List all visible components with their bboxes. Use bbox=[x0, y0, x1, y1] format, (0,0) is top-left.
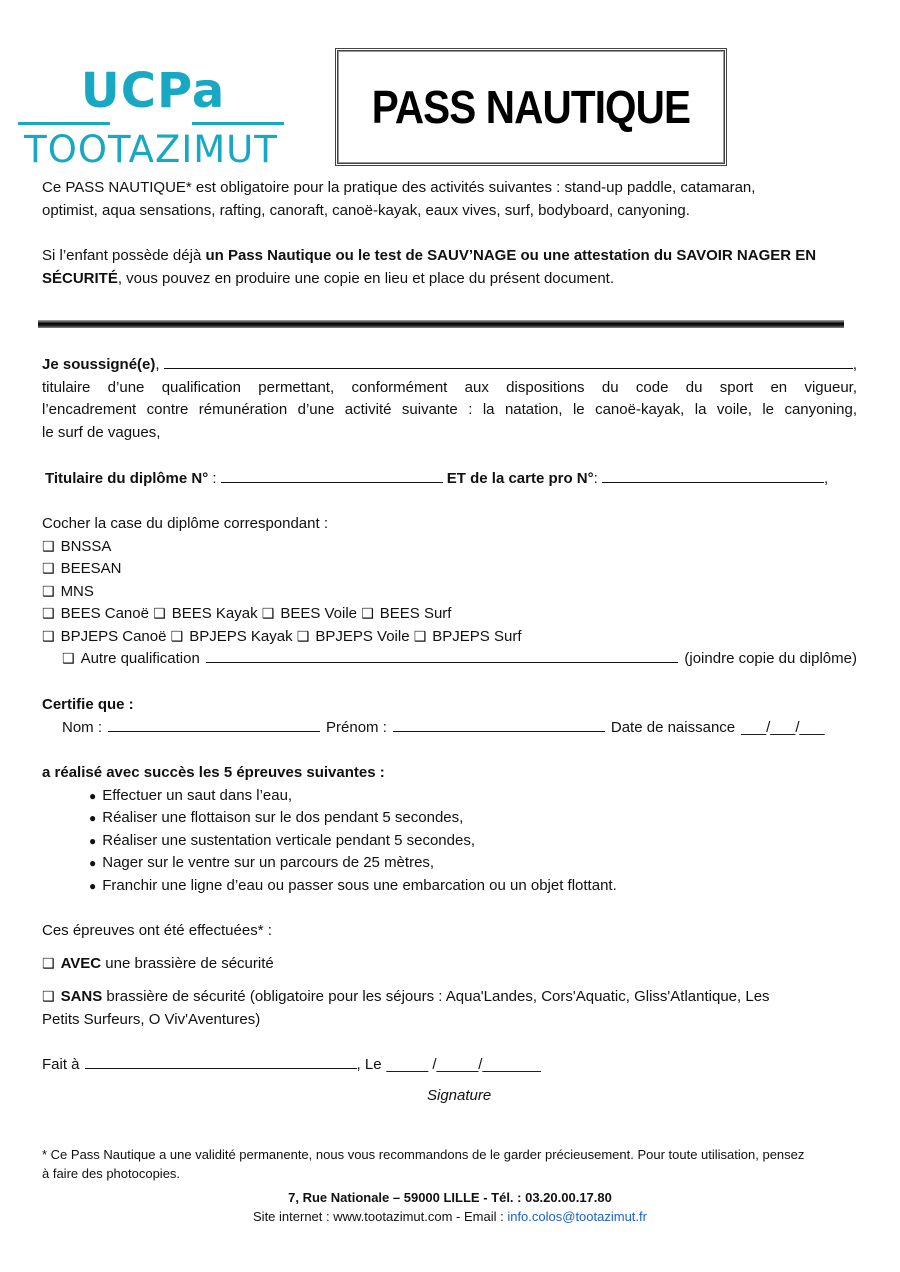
checkbox-icon[interactable]: ❑ bbox=[153, 606, 166, 622]
conditions-heading: Ces épreuves ont été effectuées* : bbox=[42, 922, 272, 939]
declaration-line: le surf de vagues, bbox=[42, 423, 161, 441]
certify-section bbox=[42, 694, 857, 739]
diploma-label: Titulaire du diplôme N° bbox=[45, 470, 209, 487]
checkbox-mns[interactable] bbox=[42, 581, 857, 604]
carte-pro-label: ET de la carte pro N° bbox=[446, 470, 594, 487]
checkbox-bees-canoe[interactable] bbox=[42, 605, 149, 622]
sans-line-1 bbox=[42, 986, 857, 1009]
checkbox-label: BPJEPS Voile bbox=[315, 627, 410, 645]
declaration-section bbox=[42, 354, 857, 444]
alt-bold-2: SÉCURITÉ bbox=[42, 269, 118, 287]
sans-text: brassière de sécurité (obligatoire pour les séjours : Aqua'Landes, Cors'Aquatic, Gliss'Atlantique, Les bbox=[102, 988, 770, 1005]
footer-site: Site internet : www.tootazimut.com - Email : bbox=[253, 1209, 508, 1224]
checkbox-icon[interactable]: ❑ bbox=[261, 606, 275, 622]
test-text: Réaliser une sustentation verticale pendant 5 secondes, bbox=[102, 831, 475, 849]
date-field[interactable]: _____ /_____/_______ bbox=[386, 1056, 541, 1073]
bullet-icon: ● bbox=[89, 811, 97, 825]
bullet-icon: ● bbox=[89, 788, 97, 803]
alt-line-1 bbox=[42, 245, 857, 268]
checkbox-bees-surf[interactable] bbox=[361, 605, 451, 622]
title-box bbox=[335, 48, 727, 166]
tests-list bbox=[42, 785, 857, 898]
checkbox-icon[interactable]: ❑ bbox=[361, 606, 374, 622]
checkbox-bnssa[interactable] bbox=[42, 536, 857, 559]
carte-pro-number-field[interactable] bbox=[602, 468, 824, 483]
checkbox-icon[interactable]: ❑ bbox=[62, 651, 75, 667]
signature-row bbox=[42, 1054, 857, 1077]
checkbox-label: MNS bbox=[60, 582, 94, 600]
checkbox-icon[interactable]: ❑ bbox=[42, 538, 55, 555]
fait-a-label: Fait à bbox=[42, 1056, 80, 1073]
checkbox-icon[interactable]: ❑ bbox=[42, 583, 55, 600]
checkbox-icon[interactable]: ❑ bbox=[42, 628, 55, 645]
email-link[interactable]: info.colos@tootazimut.fr bbox=[507, 1209, 647, 1224]
ucpa-logo-text: UCPa bbox=[80, 63, 226, 119]
certify-heading: Certifie que : bbox=[42, 696, 134, 713]
checkbox-bees-voile[interactable] bbox=[262, 605, 357, 622]
list-item bbox=[89, 830, 857, 853]
checkbox-bpjeps-voile[interactable] bbox=[297, 628, 410, 645]
tests-section bbox=[42, 762, 857, 897]
autre-qualification-note: (joindre copie du diplôme) bbox=[684, 650, 857, 667]
checkbox-icon[interactable]: ❑ bbox=[42, 956, 55, 972]
footer-address: 7, Rue Nationale – 59000 LILLE - Tél. : 03.20.00.17.80 bbox=[288, 1190, 612, 1205]
checkbox-label: BNSSA bbox=[60, 537, 112, 555]
dob-field[interactable]: ___/___/___ bbox=[741, 718, 825, 736]
colon: : bbox=[593, 470, 602, 487]
signature-label: Signature bbox=[427, 1087, 492, 1104]
page-title: PASS NAUTIQUE bbox=[371, 81, 691, 133]
dob-label: Date de naissance bbox=[610, 718, 736, 736]
list-item bbox=[89, 785, 857, 808]
checkbox-icon[interactable]: ❑ bbox=[42, 989, 55, 1005]
autre-qualification-field[interactable] bbox=[206, 648, 679, 663]
declaration-line: titulaire d’une qualification permettant, conformément aux dispositions du code du sport en vigueur, bbox=[42, 378, 857, 396]
identity-row bbox=[42, 717, 857, 740]
checkbox-icon[interactable]: ❑ bbox=[413, 628, 427, 645]
alt-prefix: Si l’enfant possède déjà bbox=[42, 247, 206, 264]
autre-qualification-label: Autre qualification bbox=[80, 650, 200, 667]
alt-suffix: , vous pouvez en produire une copie en lieu et place du présent document. bbox=[117, 269, 615, 287]
checkbox-icon[interactable]: ❑ bbox=[170, 628, 184, 645]
checkbox-label: BEES Voile bbox=[280, 605, 358, 622]
prenom-label: Prénom : bbox=[326, 718, 387, 736]
checkbox-label: BEES Canoë bbox=[60, 605, 149, 622]
list-item bbox=[89, 807, 857, 830]
checkbox-bpjeps-kayak[interactable] bbox=[171, 628, 293, 645]
alt-bold: un Pass Nautique ou le test de SAUV’NAGE ou une attestation du SAVOIR NAGER EN bbox=[205, 247, 817, 264]
autre-qualification-row bbox=[42, 648, 857, 671]
diploma-row bbox=[45, 468, 857, 491]
checkbox-label: BPJEPS Kayak bbox=[189, 627, 293, 645]
footnote-line: * Ce Pass Nautique a une validité permanente, nous vous recommandons de le garder précieusement. Pour toute utilisation, pensez bbox=[42, 1147, 805, 1162]
intro-paragraph bbox=[42, 177, 857, 222]
footnote-line: à faire des photocopies. bbox=[42, 1166, 181, 1181]
nom-field[interactable] bbox=[108, 717, 320, 732]
alternative-paragraph bbox=[42, 245, 857, 290]
diploma-checklist bbox=[42, 513, 857, 671]
checkbox-label: BPJEPS Surf bbox=[432, 627, 522, 645]
sans-line-2: Petits Surfeurs, O Viv'Aventures) bbox=[42, 1010, 261, 1028]
test-text: Franchir une ligne d’eau ou passer sous une embarcation ou un objet flottant. bbox=[102, 876, 617, 894]
prenom-field[interactable] bbox=[393, 717, 605, 732]
tests-heading: a réalisé avec succès les 5 épreuves suivantes : bbox=[42, 764, 385, 781]
avec-text: une brassière de sécurité bbox=[101, 955, 274, 972]
list-item bbox=[89, 852, 857, 875]
bees-row bbox=[42, 603, 857, 626]
checkbox-label: BEES Kayak bbox=[171, 605, 258, 622]
footer-contact bbox=[0, 1209, 900, 1224]
comma: , bbox=[852, 356, 857, 373]
list-item bbox=[89, 875, 857, 898]
checkbox-sans[interactable] bbox=[42, 986, 857, 1031]
checkbox-bpjeps-surf[interactable] bbox=[414, 628, 522, 645]
tootazimut-logo-text: TOOTAZIMUT bbox=[24, 128, 278, 171]
test-text: Effectuer un saut dans l’eau, bbox=[102, 786, 293, 804]
checkbox-bpjeps-canoe[interactable] bbox=[42, 628, 166, 645]
checkbox-bees-kayak[interactable] bbox=[153, 605, 257, 622]
declaration-line: l’encadrement contre rémunération d’une activité suivante : la natation, le canoë-kayak, la voile, le canyoning, bbox=[42, 401, 857, 418]
alt-line-2 bbox=[42, 268, 857, 291]
bullet-icon: ● bbox=[89, 856, 97, 870]
colon: : bbox=[208, 470, 221, 487]
soussigne-name-field[interactable] bbox=[164, 354, 853, 369]
checklist-heading: Cocher la case du diplôme correspondant : bbox=[42, 515, 328, 532]
checkbox-label: BEESAN bbox=[60, 560, 122, 577]
divider-rule bbox=[38, 320, 844, 328]
logo-line-right bbox=[192, 122, 284, 125]
bullet-icon: ● bbox=[89, 878, 97, 893]
intro-line: optimist, aqua sensations, rafting, canoraft, canoë-kayak, eaux vives, surf, bodyboard, canyoning. bbox=[42, 201, 690, 219]
checkbox-icon[interactable]: ❑ bbox=[42, 606, 55, 622]
test-text: Réaliser une flottaison sur le dos pendant 5 secondes, bbox=[102, 809, 464, 826]
sans-bold: SANS bbox=[60, 988, 103, 1005]
diploma-number-field[interactable] bbox=[221, 468, 443, 483]
comma: , bbox=[823, 470, 829, 487]
footnote bbox=[42, 1145, 857, 1183]
soussigne-label: Je soussigné(e) bbox=[42, 356, 156, 373]
test-text: Nager sur le ventre sur un parcours de 25 mètres, bbox=[102, 854, 435, 871]
intro-line: Ce PASS NAUTIQUE* est obligatoire pour la pratique des activités suivantes : stand-up paddle, catamaran, bbox=[42, 179, 756, 196]
logo-line-left bbox=[18, 122, 110, 125]
bpjeps-row bbox=[42, 626, 857, 649]
checkbox-beesan[interactable] bbox=[42, 558, 857, 581]
nom-label: Nom : bbox=[62, 718, 103, 736]
checkbox-label: BEES Surf bbox=[379, 605, 452, 622]
fait-a-field[interactable] bbox=[85, 1054, 357, 1069]
checkbox-avec[interactable] bbox=[42, 953, 857, 976]
le-label: , Le bbox=[356, 1056, 382, 1073]
soussigne-row: Je soussigné(e) , , bbox=[42, 354, 857, 377]
avec-bold: AVEC bbox=[60, 955, 102, 972]
checkbox-icon[interactable]: ❑ bbox=[296, 628, 310, 645]
bullet-icon: ● bbox=[89, 833, 97, 848]
checkbox-icon[interactable]: ❑ bbox=[42, 561, 55, 577]
checkbox-label: BPJEPS Canoë bbox=[60, 627, 167, 645]
